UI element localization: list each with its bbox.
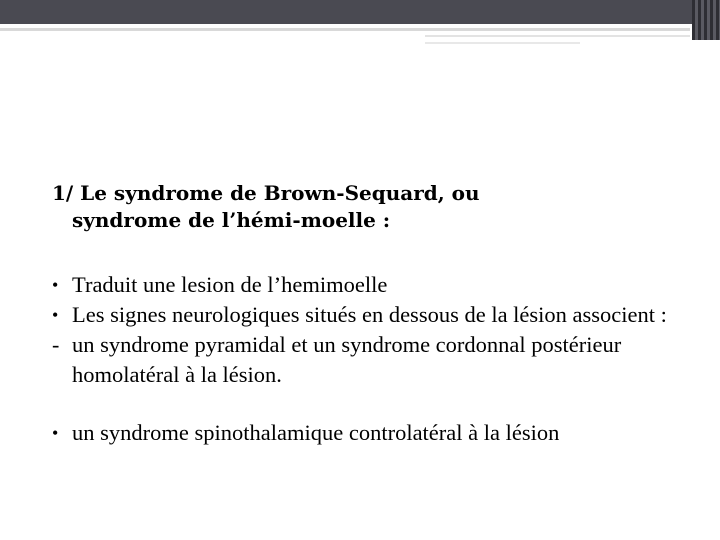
bullet-marker: •: [52, 423, 59, 443]
bullet-text: Les signes neurologiques situés en dessous de la lésion associent :: [72, 302, 667, 327]
bullet-marker: •: [52, 305, 59, 325]
list-item: [52, 330, 682, 390]
decorative-rule: [425, 35, 690, 37]
dash-marker: -: [52, 332, 60, 357]
heading-line-2: syndrome de l’hémi-moelle :: [72, 208, 391, 232]
list-item: [52, 300, 682, 330]
heading-line-1: 1/ Le syndrome de Brown-Sequard, ou: [52, 181, 480, 205]
bullet-marker: •: [52, 275, 59, 295]
list-item: [52, 418, 682, 448]
list-item: [52, 270, 682, 300]
bullet-text: Traduit une lesion de l’hemimoelle: [72, 272, 388, 297]
decorative-rule: [0, 28, 690, 31]
decorative-rule: [425, 42, 580, 44]
bullet-text: un syndrome spinothalamique controlatéral à la lésion: [72, 420, 560, 445]
top-decorative-band: [0, 0, 720, 24]
top-band-accent: [692, 0, 720, 40]
bullet-text: un syndrome pyramidal et un syndrome cordonnal postérieur homolatéral à la lésion.: [72, 332, 622, 387]
spacer: [52, 390, 682, 418]
slide-heading: [52, 180, 672, 234]
bullet-list: [52, 270, 682, 448]
